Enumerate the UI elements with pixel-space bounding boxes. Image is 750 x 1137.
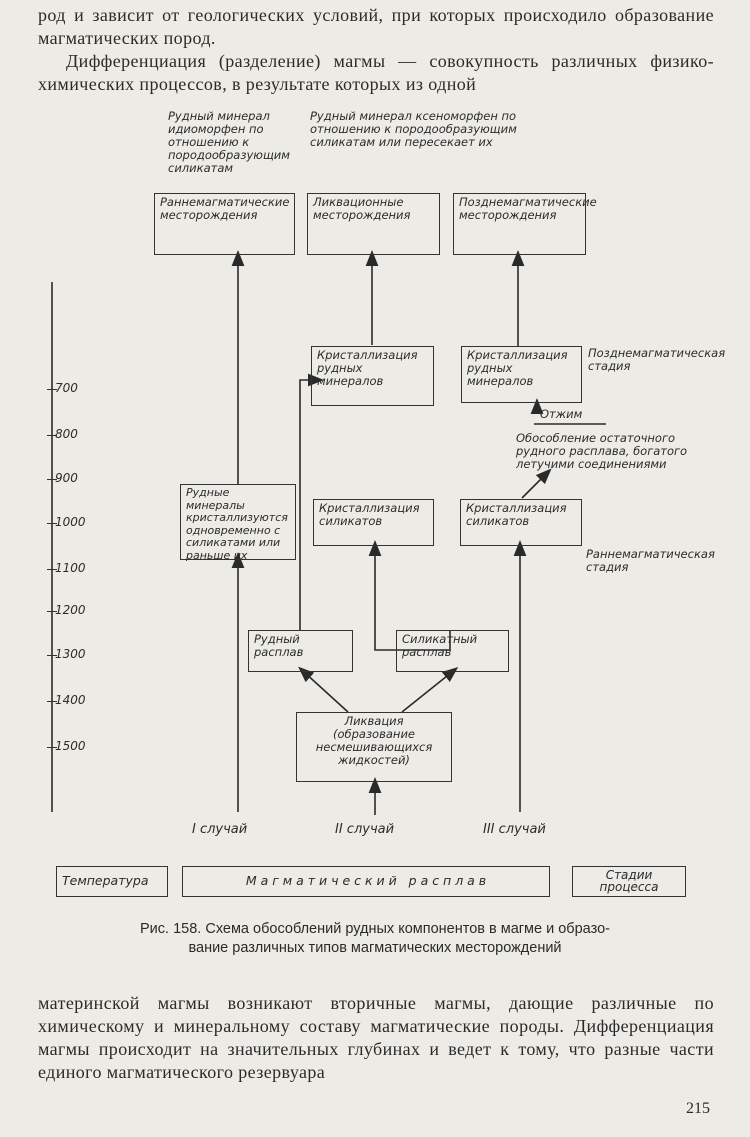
page-number: 215 bbox=[686, 1100, 710, 1117]
footer-temperature: Температура bbox=[56, 866, 168, 897]
box-liquation: Ликвация (образование несмешивающихся жидкостей) bbox=[296, 712, 452, 782]
box-silicate-crystallization-case2: Кристаллизация силикатов bbox=[313, 499, 434, 546]
box-ore-crystallization-case2: Кристаллизация рудных минералов bbox=[311, 346, 434, 406]
arrow-to-silicate-melt bbox=[402, 672, 452, 712]
box-ore-melt: Рудный расплав bbox=[248, 630, 353, 672]
arrow-separation bbox=[522, 474, 546, 498]
note-xenomorphic: Рудный минерал ксеноморфен по отношению к породообразующим силикатам или пересекает их bbox=[310, 109, 517, 149]
tick-700: 700 bbox=[55, 382, 115, 395]
box-ore-simultaneous: Рудные минералы кристаллизуются одновременно с силикатами или раньше их bbox=[180, 484, 296, 560]
top-paragraph-1: род и зависит от геологических условий, при которых происходило образование магматических пород. bbox=[38, 5, 714, 48]
arrow-to-ore-melt bbox=[304, 672, 348, 712]
box-silicate-crystallization-case3: Кристаллизация силикатов bbox=[460, 499, 582, 546]
label-early-stage: Раннемагматическая стадия bbox=[586, 547, 715, 574]
tick-800: 800 bbox=[55, 428, 115, 441]
box-ore-crystallization-case3: Кристаллизация рудных минералов bbox=[461, 346, 582, 403]
footer-process-stages: Стадии процесса bbox=[572, 866, 686, 897]
tick-1000: 1000 bbox=[55, 516, 115, 529]
tick-1400: 1400 bbox=[55, 694, 115, 707]
tick-1100: 1100 bbox=[55, 562, 115, 575]
bottom-paragraph: материнской магмы возникают вторичные магмы, дающие различные по химическому и минеральному составу магматические породы. Дифференциация магмы происходит на значительных глубинах и ведет к тому, что разные части единого магматического резервуара bbox=[38, 993, 714, 1082]
figure-caption bbox=[70, 920, 680, 958]
tick-1300: 1300 bbox=[55, 648, 115, 661]
case-1-label: I случай bbox=[192, 822, 248, 837]
tick-1500: 1500 bbox=[55, 740, 115, 753]
box-liquation-deposits: Ликвационные месторождения bbox=[307, 193, 440, 255]
caption-line-1: Рис. 158. Схема обособлений рудных компонентов в магме и образо- bbox=[140, 921, 610, 937]
label-squeeze: Отжим bbox=[540, 407, 583, 421]
caption-line-2: вание различных типов магматических месторождений bbox=[188, 940, 562, 956]
box-early-deposits: Раннемагматические месторождения bbox=[154, 193, 295, 255]
label-late-stage: Позднемагматическая стадия bbox=[588, 346, 726, 373]
top-paragraph-2: Дифференциация (разделение) магмы — совокупность различных физико-химических процессов, в результате которых из одной bbox=[38, 51, 714, 94]
case-3-label: III случай bbox=[483, 822, 546, 837]
bottom-text bbox=[38, 992, 714, 1084]
tick-900: 900 bbox=[55, 472, 115, 485]
box-late-deposits: Позднемагматические месторождения bbox=[453, 193, 586, 255]
label-separation: Обособление остаточного рудного расплава, богатого летучими соединениями bbox=[516, 431, 688, 471]
note-idiomorphic: Рудный минерал идиоморфен по отношению к породообразующим силикатам bbox=[168, 109, 290, 175]
box-silicate-melt: Силикатный расплав bbox=[396, 630, 509, 672]
footer-magmatic-melt: М а г м а т и ч е с к и й р а с п л а в bbox=[182, 866, 550, 897]
case-2-label: II случай bbox=[335, 822, 395, 837]
tick-1200: 1200 bbox=[55, 604, 115, 617]
